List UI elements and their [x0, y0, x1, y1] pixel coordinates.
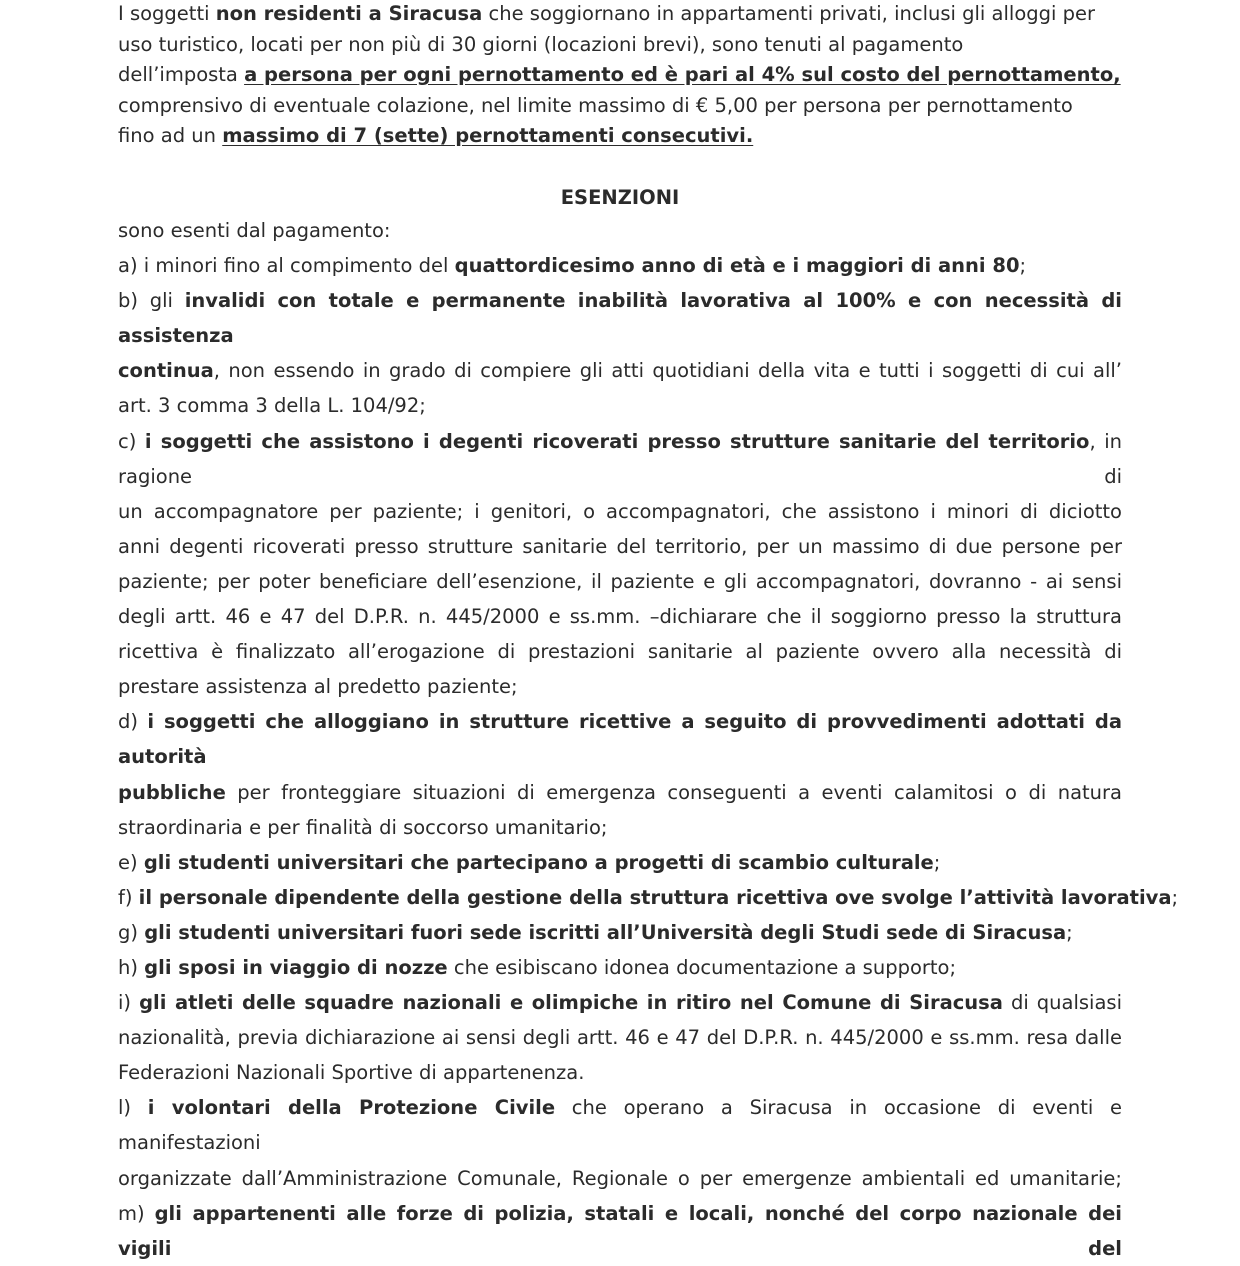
exemption-a: a) i minori fino al compimento del quattordicesimo anno di età e i maggiori di anni 80; — [118, 254, 1027, 278]
intro-line-4: comprensivo di eventuale colazione, nel limite massimo di € 5,00 per persona per pernottamento — [118, 93, 1073, 117]
intro-line-2: uso turistico, locati per non più di 30 giorni (locazioni brevi), sono tenuti al pagamento — [118, 32, 964, 56]
exemption-i-line-3: Federazioni Nazionali Sportive di appartenenza. — [118, 1061, 585, 1085]
exemptions-list — [118, 213, 1179, 1266]
exemption-c-line-3: anni degenti ricoverati presso strutture sanitarie del territorio, per un massimo di due persone per — [118, 534, 1122, 558]
exemption-c-line-7: prestare assistenza al predetto paziente; — [118, 675, 518, 699]
exemption-f: f) il personale dipendente della gestione della struttura ricettiva ove svolge l’attività lavorativa; — [118, 885, 1179, 909]
exemption-l-line-1: l) i volontari della Protezione Civile che operano a Siracusa in occasione di eventi e manifestazioni — [118, 1096, 1123, 1155]
exemption-b-line-2: continua, non essendo in grado di compiere gli atti quotidiani della vita e tutti i soggetti di cui all’ — [118, 359, 1122, 383]
exemption-g: g) gli studenti universitari fuori sede iscritti all’Università degli Studi sede di Siracusa; — [118, 920, 1073, 944]
intro-paragraph — [118, 0, 1122, 152]
tax-rate-underlined: a persona per ogni pernottamento ed è pari al 4% sul costo del pernottamento, — [244, 63, 1121, 87]
non-residents-bold: non residenti a Siracusa — [215, 2, 483, 25]
exemption-b-line-1: b) gli invalidi con totale e permanente inabilità lavorativa al 100% e con necessità di assistenza — [118, 289, 1122, 348]
exemption-c-line-4: paziente; per poter beneficiare dell’esenzione, il paziente e gli accompagnatori, dovranno - ai sensi — [118, 569, 1122, 593]
exemption-b-line-3: art. 3 comma 3 della L. 104/92; — [118, 394, 426, 418]
exemption-c-line-2: un accompagnatore per paziente; i genitori, o accompagnatori, che assistono i minori di diciotto — [118, 499, 1122, 523]
max-nights-underlined: massimo di 7 (sette) pernottamenti consecutivi. — [222, 124, 754, 148]
exemption-d-line-2: pubbliche per fronteggiare situazioni di emergenza conseguenti a eventi calamitosi o di natura — [118, 780, 1122, 804]
exemption-c-line-6: ricettiva è finalizzato all’erogazione di prestazioni sanitarie al paziente ovvero alla necessità di — [118, 640, 1122, 664]
exemptions-intro: sono esenti dal pagamento: — [118, 219, 391, 242]
exemption-i-line-2: nazionalità, previa dichiarazione ai sensi degli artt. 46 e 47 del D.P.R. n. 445/2000 e ss.mm. resa dalle — [118, 1026, 1122, 1050]
exemption-c-line-1: c) i soggetti che assistono i degenti ricoverati presso strutture sanitarie del territorio, in ragione di — [118, 429, 1122, 488]
exemption-m-line-1: m) gli appartenenti alle forze di polizia, statali e locali, nonché del corpo nazionale dei vigili del — [118, 1201, 1122, 1260]
intro-line-3: dell’imposta a persona per ogni pernottamento ed è pari al 4% sul costo del pernottamento, — [118, 63, 1121, 87]
exemption-i-line-1: i) gli atleti delle squadre nazionali e olimpiche in ritiro nel Comune di Siracusa di qualsiasi — [118, 991, 1122, 1015]
intro-line-1: I soggetti non residenti a Siracusa che soggiornano in appartamenti privati, inclusi gli alloggi per — [118, 2, 1096, 25]
exemption-d-line-1: d) i soggetti che alloggiano in strutture ricettive a seguito di provvedimenti adottati da autorità — [118, 710, 1122, 769]
intro-line-5: fino ad un massimo di 7 (sette) pernottamenti consecutivi. — [118, 124, 754, 148]
exemption-h: h) gli sposi in viaggio di nozze che esibiscano idonea documentazione a supporto; — [118, 955, 957, 979]
exemption-e: e) gli studenti universitari che partecipano a progetti di scambio culturale; — [118, 850, 941, 874]
exemption-l-line-2: organizzate dall’Amministrazione Comunale, Regionale o per emergenze ambientali ed umanitarie; — [118, 1166, 1122, 1190]
exemption-c-line-5: degli artt. 46 e 47 del D.P.R. n. 445/2000 e ss.mm. –dichiarare che il soggiorno presso la struttura — [118, 605, 1122, 629]
document-page — [118, 0, 1179, 1260]
section-heading-esenzioni: ESENZIONI — [560, 186, 680, 209]
exemption-d-line-3: straordinaria e per finalità di soccorso umanitario; — [118, 815, 608, 839]
